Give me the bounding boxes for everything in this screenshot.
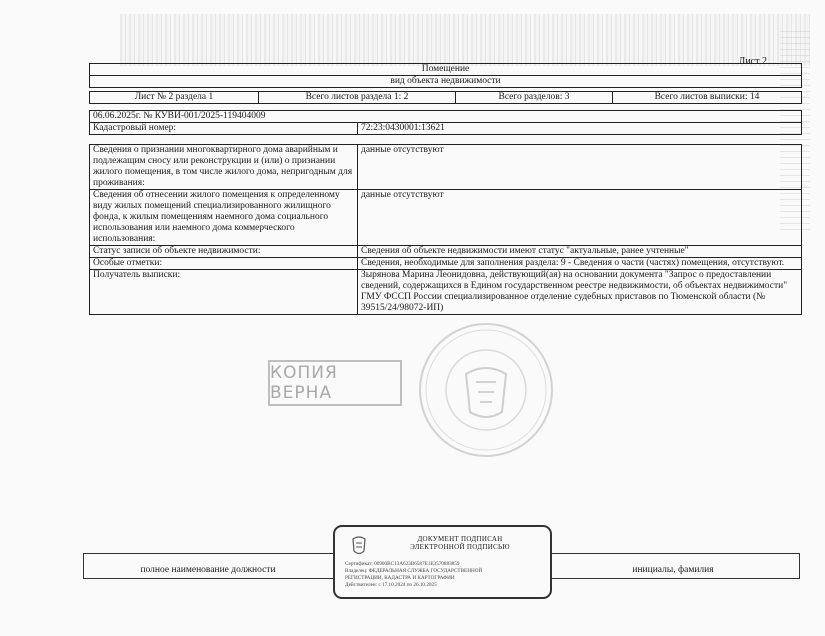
doc-table	[89, 110, 802, 135]
total-sheets-section: Всего листов раздела 1: 2	[259, 92, 456, 104]
sheet-number: Лист 2	[738, 56, 767, 67]
e-signature-box	[333, 525, 552, 599]
doc-date-number: 06.06.2025г. № КУВИ-001/2025-119404009	[90, 111, 802, 123]
sheet-of-section: Лист № 2 раздела 1	[90, 92, 259, 104]
total-sections: Всего разделов: 3	[456, 92, 613, 104]
position-label: полное наименование должности	[140, 565, 276, 575]
row-label: Особые отметки:	[90, 258, 358, 270]
certificate: Сертификат: 00900BC13A623B6587E1E3570883859	[345, 561, 460, 567]
seal-icon	[418, 322, 554, 458]
signature-title: ДОКУМЕНТ ПОДПИСАН ЭЛЕКТРОННОЙ ПОДПИСЬЮ	[410, 535, 510, 551]
round-seal	[418, 322, 554, 463]
meta-table	[89, 91, 802, 104]
object-type: вид объекта недвижимости	[90, 76, 802, 88]
copy-certified-stamp: КОПИЯ ВЕРНА	[268, 360, 402, 406]
watermark	[560, 470, 578, 530]
row-value: Сведения об объекте недвижимости имеют статус "актуальные, ранее учтенные"	[358, 246, 802, 258]
cadastral-value: 72:23:0430001:13621	[358, 123, 802, 135]
row-label: Сведения об отнесении жилого помещения к определенному виду жилых помещений специализированного жилищного фонда, к жилым помещениям наемного дома социального использования или наемного дома коммерческого использования:	[90, 190, 358, 246]
row-label: Сведения о признании многоквартирного дома аварийным и подлежащим сносу или реконструкции и (или) о признании жилого помещения, в том числе жилого дома, непригодным для проживания:	[90, 145, 358, 190]
object-title: Помещение	[90, 64, 802, 76]
header-table	[89, 63, 802, 88]
row-value: Сведения, необходимые для заполнения раздела: 9 - Сведения о части (частях) помещения, отсутствуют.	[358, 258, 802, 270]
row-value: данные отсутствуют	[358, 145, 802, 190]
total-sheets-extract: Всего листов выписки: 14	[613, 92, 802, 104]
row-value: данные отсутствуют	[358, 190, 802, 246]
validity: Действителен: с 17.10.2024 по 26.10.2025	[345, 582, 437, 588]
row-label: Получатель выписки:	[90, 270, 358, 315]
row-label: Статус записи об объекте недвижимости:	[90, 246, 358, 258]
scan-noise	[120, 14, 810, 66]
signature-details	[345, 561, 545, 589]
details-table	[89, 144, 802, 315]
row-value: Зырянова Марина Леонидовна, действующий(ая) на основании документа "Запрос о предоставлении сведений, содержащихся в Едином государственном реестре недвижимости, об объектах недвижимости" ГМУ ФССП России специализированное отделение судебных приставов по Тюменской области (№ 39515/24/98072-ИП)	[358, 270, 802, 315]
owner: Владелец: ФЕДЕРАЛЬНАЯ СЛУЖБА ГОСУДАРСТВЕННОЙ	[345, 568, 483, 574]
cadastral-label: Кадастровый номер:	[90, 123, 358, 135]
name-label: инициалы, фамилия	[632, 565, 714, 575]
owner-cont: РЕГИСТРАЦИИ, КАДАСТРА И КАРТОГРАФИИ	[345, 575, 455, 581]
emblem-icon	[349, 535, 369, 557]
